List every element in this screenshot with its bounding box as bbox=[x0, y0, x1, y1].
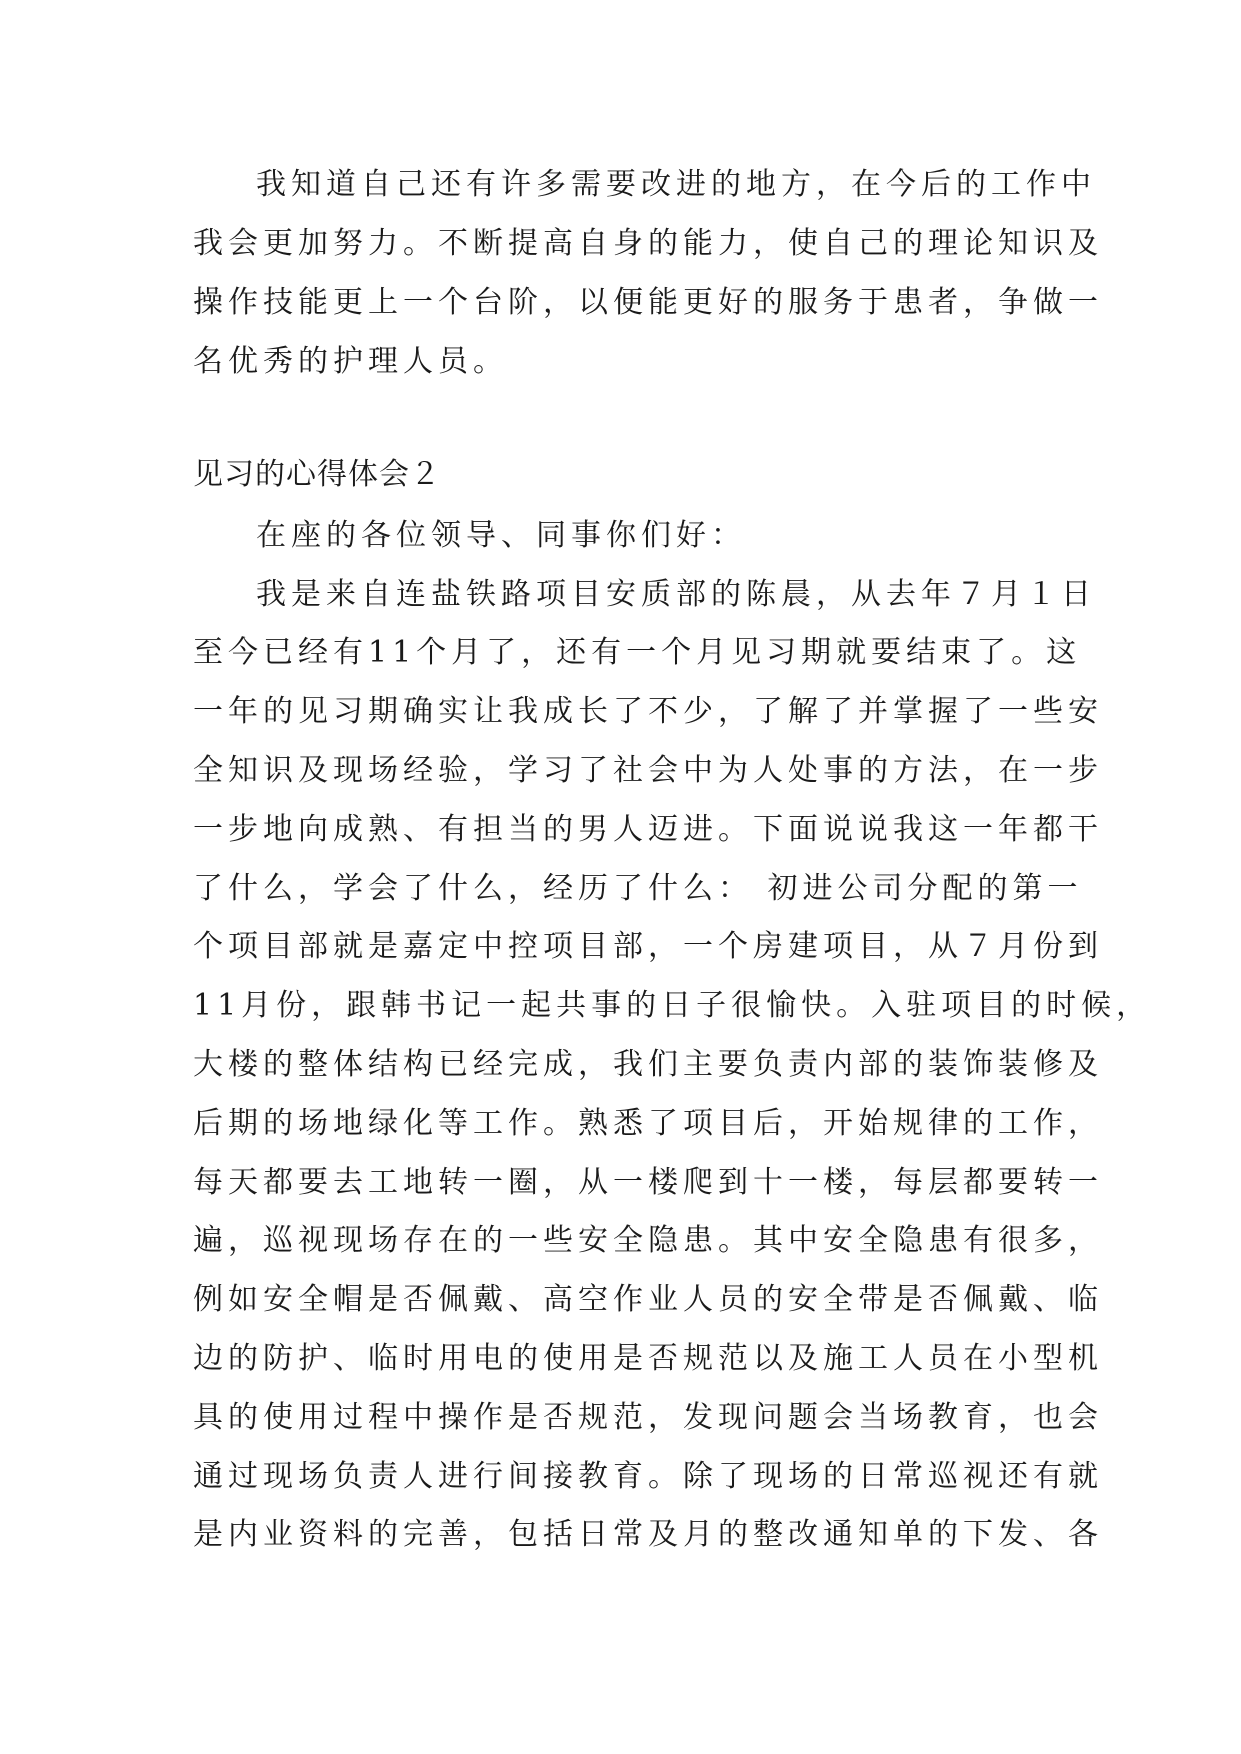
paragraph1-line-2: 我会更加努力。不断提高自身的能力，使自己的理论知识及 bbox=[193, 226, 1103, 261]
paragraph1-line-1: 我知道自己还有许多需要改进的地方，在今后的工作中 bbox=[256, 167, 1096, 202]
paragraph2-line-14: 边的防护、临时用电的使用是否规范以及施工人员在小型机 bbox=[193, 1341, 1103, 1376]
paragraph2-line-13: 例如安全帽是否佩戴、高空作业人员的安全带是否佩戴、临 bbox=[193, 1282, 1103, 1317]
paragraph2-line-3: 一年的见习期确实让我成长了不少，了解了并掌握了一些安 bbox=[193, 694, 1103, 729]
paragraph2-line-9: 大楼的整体结构已经完成，我们主要负责内部的装饰装修及 bbox=[193, 1047, 1103, 1082]
paragraph1-line-4: 名优秀的护理人员。 bbox=[193, 344, 508, 379]
section-heading: 见习的心得体会２ bbox=[193, 457, 441, 492]
paragraph2-line-7: 个项目部就是嘉定中控项目部，一个房建项目，从７月份到 bbox=[193, 929, 1103, 964]
paragraph2-line-10: 后期的场地绿化等工作。熟悉了项目后，开始规律的工作， bbox=[193, 1106, 1103, 1141]
paragraph2-line-8: 11月份，跟韩书记一起共事的日子很愉快。入驻项目的时候， bbox=[193, 988, 1152, 1023]
paragraph2-line-2: 至今已经有11个月了，还有一个月见习期就要结束了。这 bbox=[193, 635, 1082, 670]
paragraph2-line-16: 通过现场负责人进行间接教育。除了现场的日常巡视还有就 bbox=[193, 1459, 1103, 1494]
paragraph1-line-3: 操作技能更上一个台阶，以便能更好的服务于患者，争做一 bbox=[193, 285, 1103, 320]
paragraph2-line-11: 每天都要去工地转一圈，从一楼爬到十一楼，每层都要转一 bbox=[193, 1165, 1103, 1200]
paragraph2-line-15: 具的使用过程中操作是否规范，发现问题会当场教育，也会 bbox=[193, 1400, 1103, 1435]
paragraph2-line-6: 了什么，学会了什么，经历了什么： 初进公司分配的第一 bbox=[193, 871, 1083, 906]
paragraph2-line-4: 全知识及现场经验，学习了社会中为人处事的方法，在一步 bbox=[193, 753, 1103, 788]
paragraph2-line-5: 一步地向成熟、有担当的男人迈进。下面说说我这一年都干 bbox=[193, 812, 1103, 847]
paragraph2-line-17: 是内业资料的完善，包括日常及月的整改通知单的下发、各 bbox=[193, 1517, 1103, 1552]
paragraph2-line-1: 我是来自连盐铁路项目安质部的陈晨，从去年７月１日 bbox=[256, 577, 1096, 612]
paragraph2-line-12: 遍，巡视现场存在的一些安全隐患。其中安全隐患有很多， bbox=[193, 1223, 1103, 1258]
greeting-line: 在座的各位领导、同事你们好： bbox=[256, 518, 746, 553]
